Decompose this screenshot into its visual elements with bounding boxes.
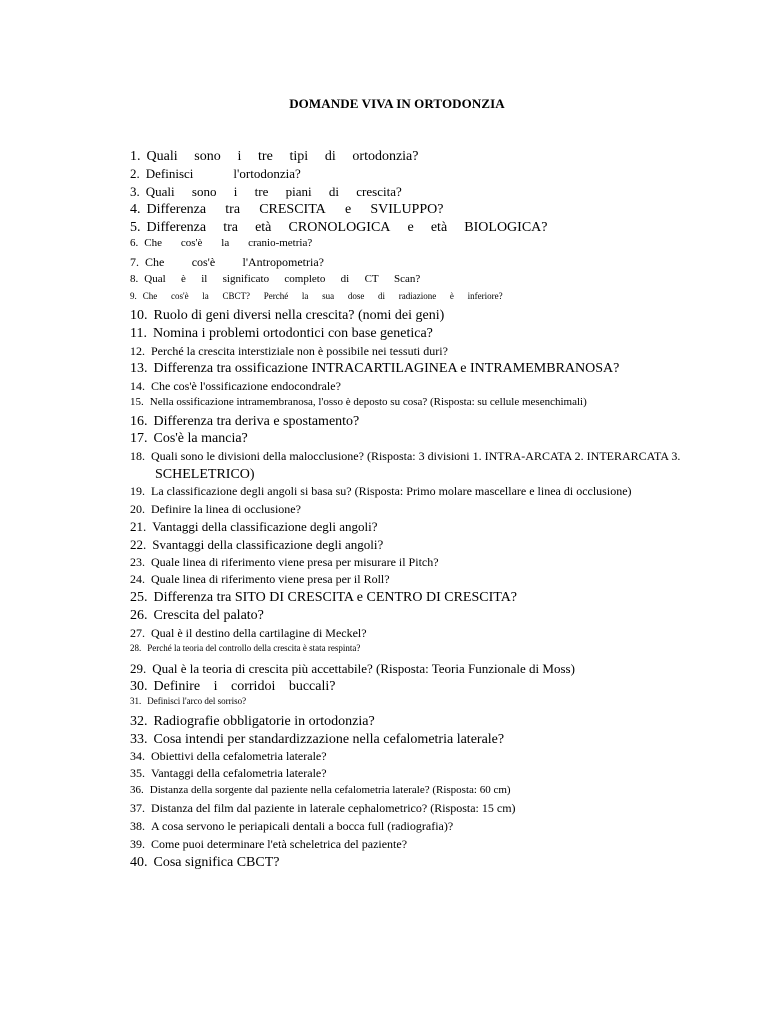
question-item [130, 221, 548, 235]
question-number: 7. [130, 255, 139, 269]
question-text: Radiografie obbligatorie in ortodonzia? [153, 714, 375, 729]
question-text: Definire la linea di occlusione? [151, 502, 301, 516]
question-number: 39. [130, 837, 145, 851]
question-text: Definire i corridoi buccali? [153, 679, 336, 694]
question-item [130, 397, 587, 408]
question-number: 5. [130, 220, 141, 235]
question-number: 9. [130, 291, 137, 301]
question-text: Svantaggi della classificazione degli angoli? [152, 537, 384, 552]
question-text: Vantaggi della classificazione degli angoli? [152, 519, 378, 534]
question-number: 36. [130, 784, 144, 796]
question-number: 18. [130, 449, 145, 463]
question-item [130, 415, 359, 429]
question-item [130, 556, 439, 568]
question-number: 6. [130, 237, 139, 249]
question-number: 13. [130, 361, 148, 376]
question-item [130, 856, 280, 870]
page-title: DOMANDE VIVA IN ORTODONZIA [289, 96, 505, 111]
question-number: 10. [130, 308, 148, 323]
question-item [130, 767, 327, 779]
question-number: 30. [130, 679, 148, 694]
question-item [130, 750, 327, 762]
question-text-continuation: SCHELETRICO) [155, 467, 255, 482]
question-item [130, 838, 407, 850]
question-item [130, 203, 444, 217]
question-number: 20. [130, 502, 145, 516]
question-text: Quali sono i tre tipi di ortodonzia? [146, 149, 419, 164]
question-item [130, 820, 453, 832]
question-text: Quali sono le divisioni della malocclusione? (Risposta: 3 divisioni 1. INTRA-ARCATA 2. INTERARCATA 3. [151, 449, 681, 463]
question-text: Che cos'è la cranio-metria? [144, 237, 313, 249]
question-text: Cosa significa CBCT? [153, 855, 280, 870]
question-number: 33. [130, 732, 148, 747]
question-number: 23. [130, 555, 145, 569]
question-text: Cosa intendi per standardizzazione nella cefalometria laterale? [153, 732, 505, 747]
question-item [130, 573, 390, 585]
question-item [130, 538, 383, 551]
question-number: 14. [130, 379, 145, 393]
question-number: 35. [130, 766, 145, 780]
question-number: 34. [130, 749, 145, 763]
question-text: Differenza tra CRESCITA e SVILUPPO? [146, 202, 444, 217]
question-item [130, 238, 312, 249]
question-item [130, 609, 264, 623]
question-number: 12. [130, 344, 145, 358]
question-text: Qual è il significato completo di CT Scan? [144, 273, 421, 285]
question-text: Come puoi determinare l'età scheletrica del paziente? [151, 837, 408, 851]
question-number: 22. [130, 537, 147, 552]
question-number: 21. [130, 519, 147, 534]
question-item [130, 485, 632, 497]
question-number: 31. [130, 696, 142, 706]
question-text: Differenza tra deriva e spostamento? [153, 414, 360, 429]
question-number: 25. [130, 590, 148, 605]
question-item [130, 697, 246, 706]
question-item [130, 591, 517, 605]
question-text: A cosa servono le periapicali dentali a bocca full (radiografia)? [151, 819, 454, 833]
question-item [130, 520, 378, 533]
question-item [130, 327, 433, 341]
question-text: Crescita del palato? [153, 608, 264, 623]
question-text: Distanza della sorgente dal paziente nella cefalometria laterale? (Risposta: 60 cm) [149, 784, 511, 796]
question-number: 16. [130, 414, 148, 429]
question-text: Che cos'è la CBCT? Perché la sua dose di radiazione è inferiore? [142, 291, 503, 301]
question-number: 24. [130, 572, 145, 586]
question-number: 3. [130, 184, 140, 199]
question-number: 29. [130, 661, 147, 676]
question-item [130, 274, 420, 285]
question-text: Obiettivi della cefalometria laterale? [151, 749, 327, 763]
question-item [130, 644, 360, 653]
question-text: Perché la teoria del controllo della crescita è stata respinta? [147, 643, 361, 653]
question-text: Qual è il destino della cartilagine di Meckel? [151, 626, 367, 640]
question-item [130, 662, 575, 675]
question-text: Quali sono i tre piani di crescita? [145, 184, 402, 199]
question-item [130, 715, 375, 729]
question-item [130, 802, 516, 814]
question-number: 8. [130, 273, 139, 285]
question-number: 19. [130, 484, 145, 498]
question-text: Differenza tra ossificazione INTRACARTILAGINEA e INTRAMEMBRANOSA? [153, 361, 620, 376]
question-item [130, 627, 367, 639]
question-number: 17. [130, 431, 148, 446]
question-text: Ruolo di geni diversi nella crescita? (nomi dei geni) [153, 308, 445, 323]
question-number: 26. [130, 608, 148, 623]
question-number: 28. [130, 643, 142, 653]
question-item [130, 185, 402, 198]
question-item [130, 309, 444, 323]
question-item [130, 150, 419, 164]
question-number: 2. [130, 166, 140, 181]
question-text: Definisci l'ortodonzia? [145, 166, 301, 181]
question-number: 32. [130, 714, 148, 729]
question-item [130, 450, 680, 462]
question-item [130, 362, 619, 376]
question-text: Che cos'è l'Antropometria? [145, 255, 324, 269]
question-text: Qual è la teoria di crescita più accettabile? (Risposta: Teoria Funzionale di Moss) [152, 661, 575, 676]
question-number: 38. [130, 819, 145, 833]
question-number: 27. [130, 626, 145, 640]
question-item [130, 680, 336, 694]
question-number: 4. [130, 202, 141, 217]
question-text: Differenza tra SITO DI CRESCITA e CENTRO DI CRESCITA? [153, 590, 518, 605]
question-item [130, 167, 301, 180]
question-item [130, 503, 301, 515]
question-text: Definisci l'arco del sorriso? [147, 696, 247, 706]
question-item [130, 345, 448, 357]
question-item [130, 380, 341, 392]
question-text: Cos'è la mancia? [153, 431, 248, 446]
question-text: Vantaggi della cefalometria laterale? [151, 766, 327, 780]
question-text: Differenza tra età CRONOLOGICA e età BIOLOGICA? [146, 220, 548, 235]
question-number: 11. [130, 326, 147, 341]
question-text: Perché la crescita interstiziale non è possibile nei tessuti duri? [151, 344, 448, 358]
question-text: Nella ossificazione intramembranosa, l'osso è deposto su cosa? (Risposta: su cellule mesenchimali) [149, 396, 587, 408]
question-text: Quale linea di riferimento viene presa per misurare il Pitch? [151, 555, 439, 569]
question-number: 1. [130, 149, 141, 164]
question-item [130, 733, 504, 747]
question-text: Distanza del film dal paziente in laterale cephalometrico? (Risposta: 15 cm) [151, 801, 516, 815]
question-text: Quale linea di riferimento viene presa per il Roll? [151, 572, 390, 586]
question-number: 40. [130, 855, 148, 870]
question-text: La classificazione degli angoli si basa su? (Risposta: Primo molare mascellare e linea di occlusione) [151, 484, 632, 498]
question-text: Che cos'è l'ossificazione endocondrale? [151, 379, 341, 393]
question-item [130, 256, 324, 268]
question-item [130, 432, 248, 446]
question-number: 15. [130, 396, 144, 408]
question-item [130, 785, 511, 796]
question-text: Nomina i problemi ortodontici con base genetica? [152, 326, 433, 341]
question-number: 37. [130, 801, 145, 815]
question-item [130, 292, 503, 301]
